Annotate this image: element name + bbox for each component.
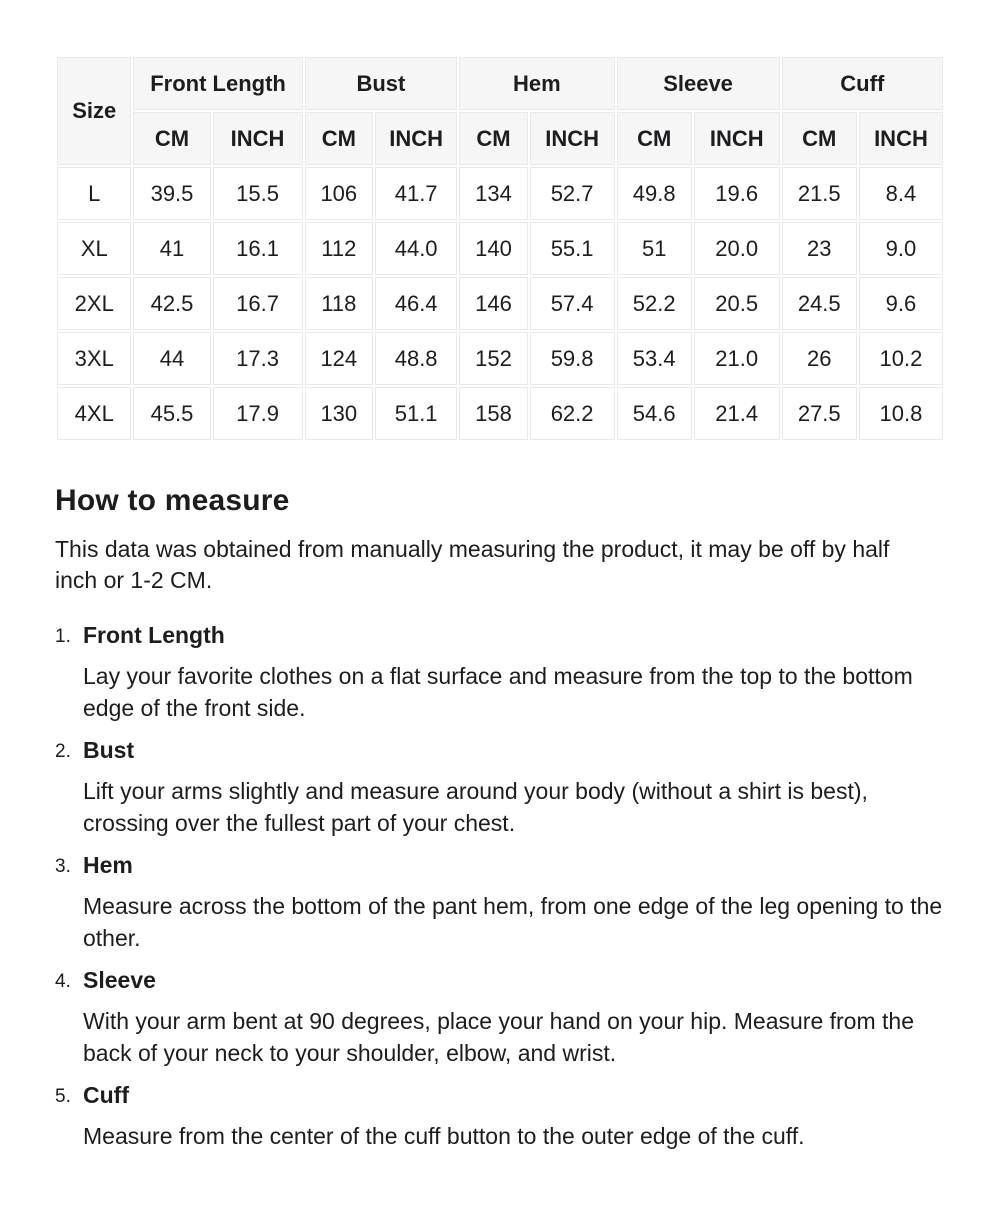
value-cell: 21.0 <box>694 332 780 385</box>
list-item-body <box>83 852 945 954</box>
value-cell: 15.5 <box>213 167 303 220</box>
value-cell: 112 <box>305 222 373 275</box>
value-cell: 21.5 <box>782 167 857 220</box>
value-cell: 152 <box>459 332 527 385</box>
list-item-title: Bust <box>83 737 135 763</box>
value-cell: 42.5 <box>133 277 210 330</box>
value-cell: 134 <box>459 167 527 220</box>
value-cell: 51 <box>617 222 692 275</box>
value-cell: 55.1 <box>530 222 615 275</box>
value-cell: 26 <box>782 332 857 385</box>
list-item-body <box>83 967 945 1069</box>
list-item-number: 3. <box>55 856 71 877</box>
header-unit-row <box>57 112 943 165</box>
value-cell: 44 <box>133 332 210 385</box>
value-cell: 53.4 <box>617 332 692 385</box>
value-cell: 52.2 <box>617 277 692 330</box>
size-cell: 3XL <box>57 332 131 385</box>
list-item <box>55 852 945 954</box>
value-cell: 49.8 <box>617 167 692 220</box>
measure-steps-list <box>55 622 945 1153</box>
table-row <box>57 387 943 440</box>
value-cell: 39.5 <box>133 167 210 220</box>
value-cell: 62.2 <box>530 387 615 440</box>
table-row <box>57 167 943 220</box>
value-cell: 57.4 <box>530 277 615 330</box>
value-cell: 16.7 <box>213 277 303 330</box>
list-item-body <box>83 737 945 839</box>
value-cell: 21.4 <box>694 387 780 440</box>
measure-group-header: Sleeve <box>617 57 780 110</box>
unit-header: INCH <box>530 112 615 165</box>
list-item-body <box>83 1082 945 1153</box>
value-cell: 17.3 <box>213 332 303 385</box>
value-cell: 9.6 <box>859 277 943 330</box>
measure-group-header: Hem <box>459 57 614 110</box>
value-cell: 45.5 <box>133 387 210 440</box>
size-cell: XL <box>57 222 131 275</box>
value-cell: 9.0 <box>859 222 943 275</box>
list-item <box>55 622 945 724</box>
how-to-measure-heading: How to measure <box>55 484 290 517</box>
value-cell: 106 <box>305 167 373 220</box>
value-cell: 44.0 <box>375 222 457 275</box>
list-item-description: Lay your favorite clothes on a flat surface and measure from the top to the bottom edge of the front side. <box>83 663 913 721</box>
size-column-header: Size <box>57 57 131 165</box>
header-group-row <box>57 57 943 110</box>
list-item-number: 1. <box>55 626 71 647</box>
measure-group-header: Cuff <box>782 57 943 110</box>
value-cell: 16.1 <box>213 222 303 275</box>
list-item-title: Front Length <box>83 622 225 648</box>
unit-header: CM <box>617 112 692 165</box>
size-cell: L <box>57 167 131 220</box>
list-item-description: Measure across the bottom of the pant hem, from one edge of the leg opening to the other. <box>83 893 943 951</box>
value-cell: 146 <box>459 277 527 330</box>
table-row <box>57 222 943 275</box>
list-item-number: 4. <box>55 971 71 992</box>
value-cell: 10.8 <box>859 387 943 440</box>
value-cell: 20.0 <box>694 222 780 275</box>
value-cell: 27.5 <box>782 387 857 440</box>
value-cell: 118 <box>305 277 373 330</box>
value-cell: 41.7 <box>375 167 457 220</box>
value-cell: 41 <box>133 222 210 275</box>
value-cell: 24.5 <box>782 277 857 330</box>
value-cell: 54.6 <box>617 387 692 440</box>
unit-header: INCH <box>213 112 303 165</box>
value-cell: 20.5 <box>694 277 780 330</box>
value-cell: 130 <box>305 387 373 440</box>
value-cell: 140 <box>459 222 527 275</box>
size-cell: 4XL <box>57 387 131 440</box>
list-item <box>55 967 945 1069</box>
value-cell: 46.4 <box>375 277 457 330</box>
unit-header: CM <box>459 112 527 165</box>
unit-header: INCH <box>694 112 780 165</box>
list-item-number: 5. <box>55 1086 71 1107</box>
list-item <box>55 1082 945 1153</box>
value-cell: 23 <box>782 222 857 275</box>
value-cell: 158 <box>459 387 527 440</box>
list-item-number: 2. <box>55 741 71 762</box>
value-cell: 52.7 <box>530 167 615 220</box>
value-cell: 48.8 <box>375 332 457 385</box>
list-item-description: With your arm bent at 90 degrees, place your hand on your hip. Measure from the back of your neck to your shoulder, elbow, and wrist. <box>83 1008 914 1066</box>
value-cell: 51.1 <box>375 387 457 440</box>
value-cell: 17.9 <box>213 387 303 440</box>
list-item-title: Hem <box>83 852 133 878</box>
table-row <box>57 277 943 330</box>
size-cell: 2XL <box>57 277 131 330</box>
size-chart-table <box>55 55 945 442</box>
value-cell: 124 <box>305 332 373 385</box>
measure-group-header: Front Length <box>133 57 302 110</box>
value-cell: 19.6 <box>694 167 780 220</box>
list-item-title: Cuff <box>83 1082 129 1108</box>
list-item-description: Measure from the center of the cuff button to the outer edge of the cuff. <box>83 1123 805 1149</box>
unit-header: CM <box>133 112 210 165</box>
measure-group-header: Bust <box>305 57 458 110</box>
value-cell: 8.4 <box>859 167 943 220</box>
table-row <box>57 332 943 385</box>
size-chart-body <box>57 167 943 440</box>
list-item <box>55 737 945 839</box>
unit-header: INCH <box>375 112 457 165</box>
intro-paragraph: This data was obtained from manually measuring the product, it may be off by half inch or 1-2 CM. <box>55 536 890 593</box>
unit-header: CM <box>782 112 857 165</box>
list-item-body <box>83 622 945 724</box>
value-cell: 10.2 <box>859 332 943 385</box>
list-item-description: Lift your arms slightly and measure around your body (without a shirt is best), crossing over the fullest part of your chest. <box>83 778 868 836</box>
list-item-title: Sleeve <box>83 967 156 993</box>
value-cell: 59.8 <box>530 332 615 385</box>
unit-header: CM <box>305 112 373 165</box>
unit-header: INCH <box>859 112 943 165</box>
